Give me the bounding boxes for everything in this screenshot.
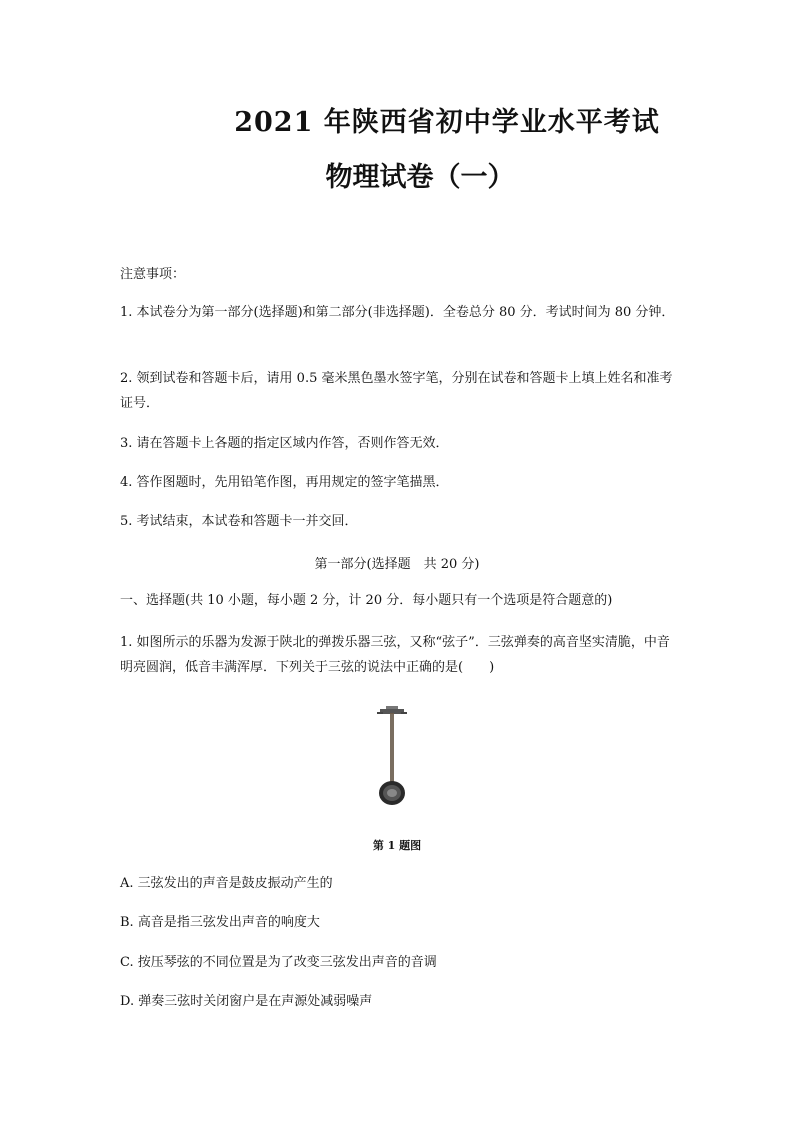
note-item: 5. 考试结束，本试卷和答题卡一并交回． <box>120 514 358 529</box>
option-b: B. 高音是指三弦发出声音的响度大 <box>120 915 320 930</box>
notes-heading: 注意事项： <box>120 267 186 282</box>
note-item: 1. 本试卷分为第一部分(选择题)和第二部分(非选择题)．全卷总分 80 分．考试时间为 80 分钟． <box>120 305 675 320</box>
option-a: A. 三弦发出的声音是鼓皮振动产生的 <box>120 876 333 891</box>
part-heading: 第一部分(选择题 共 20 分) <box>314 557 480 572</box>
sanxian-instrument-image <box>372 705 412 807</box>
option-c: C. 按压琴弦的不同位置是为了改变三弦发出声音的音调 <box>120 955 437 970</box>
note-item: 2. 领到试卷和答题卡后，请用 0.5 毫米黑色墨水签字笔，分别在试卷和答题卡上填上姓名和准考证号． <box>120 371 673 411</box>
note-item: 4. 答作图题时，先用铅笔作图，再用规定的签字笔描黑． <box>120 475 449 490</box>
paper-subtitle: 物理试卷（一） <box>325 162 515 193</box>
note-item: 3. 请在答题卡上各题的指定区域内作答，否则作答无效． <box>120 436 449 451</box>
exam-title: 2021 年陕西省初中学业水平考试 <box>234 107 660 138</box>
figure-caption: 第 1 题图 <box>372 839 422 852</box>
option-d: D. 弹奏三弦时关闭窗户是在声源处减弱噪声 <box>120 994 373 1009</box>
question-stem: 1. 如图所示的乐器为发源于陕北的弹拨乐器三弦，又称“弦子”．三弦弹奏的高音坚实清脆，中音明亮圆润，低音丰满浑厚．下列关于三弦的说法中正确的是( ) <box>120 635 670 675</box>
section-heading: 一、选择题(共 10 小题，每小题 2 分，计 20 分．每小题只有一个选项是符合题意的) <box>120 593 613 608</box>
